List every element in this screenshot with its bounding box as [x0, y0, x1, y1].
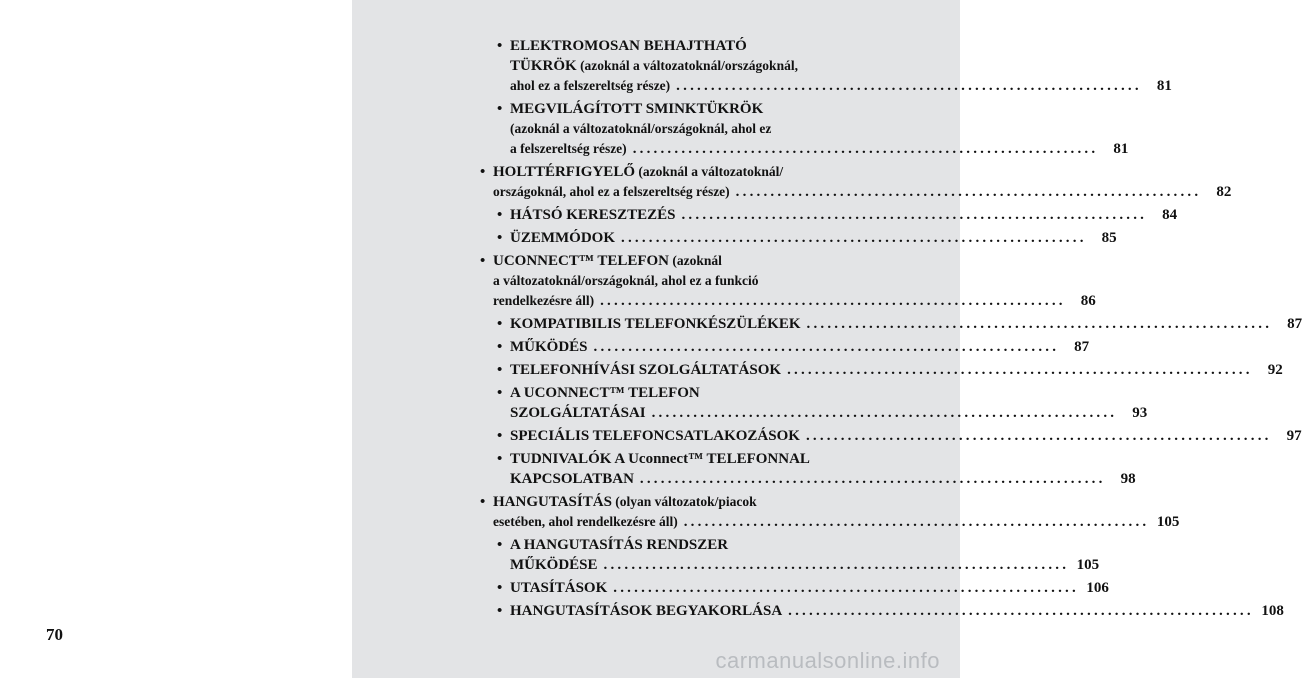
toc-entry-text — [510, 426, 800, 446]
toc-entry-text — [510, 121, 771, 137]
toc-page-number: 105 — [1156, 514, 1180, 530]
bullet-icon: • — [497, 603, 503, 619]
dot-leader: ................................................................... — [600, 293, 1066, 309]
toc-entry-text — [510, 38, 747, 54]
toc-entry[interactable] — [480, 601, 1284, 621]
bullet-icon: • — [480, 253, 486, 269]
toc-entry-note: ahol ez a felszereltség része) — [510, 78, 671, 93]
toc-page-number: 85 — [1101, 230, 1117, 246]
dot-leader: ................................................................... — [787, 362, 1253, 378]
toc-entry-text — [493, 291, 594, 311]
dot-leader: ................................................................... — [603, 557, 1070, 573]
dot-leader: ................................................................... — [639, 471, 1106, 487]
toc-entry-note: (azoknál a változatoknál/országoknál, ahol ez — [510, 121, 772, 136]
bullet-icon: • — [497, 207, 503, 223]
toc-page-number: 81 — [1113, 141, 1129, 157]
toc-entry[interactable] — [480, 426, 1302, 446]
toc-entry-text — [510, 76, 670, 96]
bullet-icon: • — [497, 537, 503, 553]
toc-entry-text — [510, 578, 607, 598]
dot-leader: ................................................................... — [735, 184, 1202, 200]
toc-entry-line — [510, 555, 1100, 575]
toc-entry-line — [510, 383, 898, 403]
dot-leader: ................................................................... — [621, 230, 1087, 246]
bullet-icon: • — [497, 101, 503, 117]
toc-entry-line — [510, 469, 1136, 489]
toc-page-number: 98 — [1120, 471, 1136, 487]
toc-page-number: 84 — [1162, 207, 1178, 223]
toc-entry-note: (azoknál a változatoknál/országoknál, — [576, 58, 798, 73]
toc-entry[interactable] — [480, 535, 1100, 575]
toc-page-number: 93 — [1132, 405, 1148, 421]
toc-entry-title: TELEFONHÍVÁSI SZOLGÁLTATÁSOK — [510, 362, 782, 378]
left-page — [0, 0, 352, 678]
dot-leader: ................................................................... — [806, 316, 1273, 332]
toc-entry-note: (azoknál a változatoknál/ — [635, 164, 784, 179]
toc-entry-line — [493, 182, 1232, 202]
toc-entry-title: A UCONNECT™ TELEFON — [510, 385, 700, 401]
bullet-icon: • — [480, 164, 486, 180]
toc-entry-title: TUDNIVALÓK A Uconnect™ TELEFONNAL — [510, 451, 810, 467]
toc-entry-line — [510, 76, 1172, 96]
toc-entry-text — [510, 360, 781, 380]
toc-page-number: 108 — [1261, 603, 1284, 619]
toc-entry-line — [493, 492, 898, 512]
toc-entry-text — [510, 385, 700, 401]
toc-entry-line — [510, 578, 1109, 598]
dot-leader: ................................................................... — [788, 603, 1254, 619]
toc-page-number: 81 — [1156, 78, 1172, 94]
toc-entry-line — [510, 119, 898, 139]
dot-leader: ................................................................... — [676, 78, 1142, 94]
toc-entry-line — [510, 535, 898, 555]
toc-entry-line — [510, 426, 1302, 446]
toc-page-number: 106 — [1086, 580, 1109, 596]
toc-entry-line — [510, 337, 1090, 357]
toc-entry-text — [493, 164, 783, 180]
toc-page-number: 97 — [1286, 428, 1302, 444]
bullet-icon: • — [497, 362, 503, 378]
toc-entry-text — [493, 494, 757, 510]
toc-entry[interactable] — [480, 162, 1232, 202]
toc-entry-line — [510, 205, 1178, 225]
toc-entry-note: esetében, ahol rendelkezésre áll) — [493, 514, 678, 529]
toc-entry-line — [510, 228, 1117, 248]
toc-entry-line — [510, 139, 1129, 159]
toc-entry-line — [493, 162, 898, 182]
toc-page-number: 87 — [1074, 339, 1090, 355]
toc-entry-text — [510, 228, 615, 248]
toc-entry-text — [493, 273, 759, 289]
toc-entry-line — [510, 99, 898, 119]
toc-entry[interactable] — [480, 251, 1096, 311]
toc-entry-note: rendelkezésre áll) — [493, 293, 595, 308]
toc-entry[interactable] — [480, 228, 1117, 248]
toc-page-number: 87 — [1287, 316, 1302, 332]
toc-entry-title: ELEKTROMOSAN BEHAJTHATÓ — [510, 38, 747, 54]
toc-entry-text — [493, 512, 678, 532]
watermark: carmanualsonline.info — [715, 648, 940, 673]
toc-entry-text — [510, 58, 798, 74]
toc-entry-text — [510, 555, 598, 575]
toc-page-number: 92 — [1267, 362, 1283, 378]
toc-entry-title: A HANGUTASÍTÁS RENDSZER — [510, 537, 729, 553]
toc-entry-line — [510, 36, 898, 56]
toc-entry-line — [493, 512, 1180, 532]
toc-entry[interactable] — [480, 314, 1302, 334]
dot-leader: ................................................................... — [613, 580, 1079, 596]
toc-entry[interactable] — [480, 383, 1148, 423]
toc-entry-line — [493, 251, 898, 271]
toc-entry-line — [510, 56, 898, 76]
toc-page-number: 105 — [1076, 557, 1100, 573]
bullet-icon: • — [497, 580, 503, 596]
toc-entry-text — [510, 469, 634, 489]
toc-entry-text — [493, 253, 722, 269]
toc-entry-title: MŰKÖDÉS — [510, 339, 588, 355]
dot-leader: ................................................................... — [651, 405, 1118, 421]
toc-entry-line — [510, 403, 1148, 423]
toc-entry-text — [510, 601, 782, 621]
toc-entry-text — [510, 337, 588, 357]
toc-entry-title: ÜZEMMÓDOK — [510, 230, 615, 246]
toc-entry-note: (olyan változatok/piacok — [611, 494, 757, 509]
toc-entry-line — [510, 314, 1302, 334]
bullet-icon: • — [497, 230, 503, 246]
toc-page-number: 86 — [1080, 293, 1096, 309]
toc-entry-title: UCONNECT™ TELEFON — [493, 253, 670, 269]
toc-entry-title: SZOLGÁLTATÁSAI — [510, 405, 646, 421]
toc-entry-note: a felszereltség része) — [510, 141, 627, 156]
toc-entry-title: HANGUTASÍTÁSOK BEGYAKORLÁSA — [510, 603, 783, 619]
toc-entry-title: HOLTTÉRFIGYELŐ — [493, 164, 635, 180]
toc-entry-line — [493, 271, 898, 291]
bullet-icon: • — [480, 494, 486, 510]
toc-page-number: 82 — [1216, 184, 1232, 200]
toc-entry-line — [510, 449, 898, 469]
toc-entry-text — [510, 403, 646, 423]
toc-entry-title: UTASÍTÁSOK — [510, 580, 608, 596]
dot-leader: ................................................................... — [681, 207, 1148, 223]
toc-entry-note: (azoknál — [669, 253, 722, 268]
toc-entry[interactable] — [480, 492, 1180, 532]
toc-entry-text — [493, 182, 730, 202]
toc-entry-line — [493, 291, 1096, 311]
table-of-contents — [480, 36, 1302, 621]
toc-entry[interactable] — [480, 578, 1109, 598]
bullet-icon: • — [497, 339, 503, 355]
bullet-icon: • — [497, 38, 503, 54]
toc-entry-title: SPECIÁLIS TELEFONCSATLAKOZÁSOK — [510, 428, 800, 444]
toc-entry-text — [510, 537, 728, 553]
toc-entry-text — [510, 101, 763, 117]
toc-entry[interactable] — [480, 449, 1136, 489]
bullet-icon: • — [497, 428, 503, 444]
toc-entry-text — [510, 139, 627, 159]
toc-entry-title: HÁTSÓ KERESZTEZÉS — [510, 207, 676, 223]
dot-leader: ................................................................... — [593, 339, 1060, 355]
toc-entry-title: KOMPATIBILIS TELEFONKÉSZÜLÉKEK — [510, 316, 801, 332]
toc-entry-title: MEGVILÁGÍTOTT SMINKTÜKRÖK — [510, 101, 764, 117]
toc-entry-note: a változatoknál/országoknál, ahol ez a funkció — [493, 273, 759, 288]
page-number: 70 — [46, 625, 63, 644]
toc-entry[interactable] — [480, 337, 1090, 357]
dot-leader: ................................................................... — [805, 428, 1272, 444]
right-page — [352, 0, 1302, 678]
bullet-icon: • — [497, 451, 503, 467]
toc-entry-title: HANGUTASÍTÁS — [493, 494, 612, 510]
toc-entry-line — [510, 360, 1283, 380]
toc-entry-line — [510, 601, 1284, 621]
toc-entry-text — [510, 205, 675, 225]
toc-entry-text — [510, 451, 810, 467]
toc-entry-title: KAPCSOLATBAN — [510, 471, 634, 487]
toc-entry-title: TÜKRÖK — [510, 58, 577, 74]
toc-entry-note: országoknál, ahol ez a felszereltség része) — [493, 184, 730, 199]
toc-entry[interactable] — [480, 360, 1283, 380]
toc-entry[interactable] — [480, 36, 1172, 96]
dot-leader: ................................................................... — [632, 141, 1099, 157]
toc-entry-title: MŰKÖDÉSE — [510, 557, 598, 573]
bullet-icon: • — [497, 316, 503, 332]
toc-entry-text — [510, 314, 801, 334]
toc-entry[interactable] — [480, 205, 1178, 225]
dot-leader: ................................................................... — [683, 514, 1150, 530]
toc-entry[interactable] — [480, 99, 1129, 159]
bullet-icon: • — [497, 385, 503, 401]
